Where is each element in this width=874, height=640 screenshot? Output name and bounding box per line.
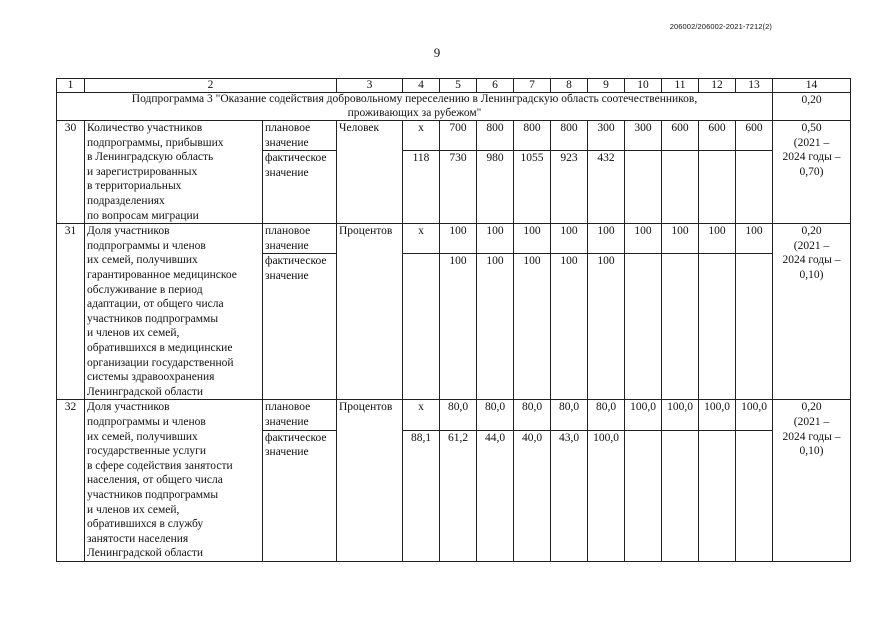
plan-value: х (403, 121, 440, 151)
fact-value: 43,0 (551, 430, 588, 561)
header-cell: 7 (514, 79, 551, 93)
fact-value (699, 254, 736, 400)
plan-value: х (403, 400, 440, 430)
plan-value: 80,0 (440, 400, 477, 430)
header-cell: 9 (588, 79, 625, 93)
table-row (57, 121, 851, 151)
fact-value: 100 (551, 254, 588, 400)
plan-value: 600 (662, 121, 699, 151)
header-cell: 2 (85, 79, 337, 93)
column-number-header-row (57, 79, 851, 93)
indicator-weight: 0,50 (2021 – 2024 годы – 0,70) (773, 121, 851, 224)
subprogram-weight: 0,20 (773, 93, 851, 121)
fact-value (736, 254, 773, 400)
plan-value: 100,0 (699, 400, 736, 430)
table-row (57, 224, 851, 254)
plan-value: 80,0 (588, 400, 625, 430)
plan-value: 100 (662, 224, 699, 254)
header-cell: 3 (337, 79, 403, 93)
indicator-weight: 0,20 (2021 – 2024 годы – 0,10) (773, 400, 851, 562)
subprogram-row (57, 93, 851, 121)
indicator-weight: 0,20 (2021 – 2024 годы – 0,10) (773, 224, 851, 400)
header-cell: 13 (736, 79, 773, 93)
plan-value: 100 (514, 224, 551, 254)
plan-value: 600 (699, 121, 736, 151)
fact-value: 100,0 (588, 430, 625, 561)
plan-value: 80,0 (477, 400, 514, 430)
plan-value: 100 (477, 224, 514, 254)
fact-value: 730 (440, 151, 477, 224)
plan-label: плановое значение (263, 224, 337, 254)
fact-value (662, 151, 699, 224)
table-row (57, 400, 851, 430)
plan-value: 800 (514, 121, 551, 151)
plan-value: 300 (625, 121, 662, 151)
fact-value (403, 254, 440, 400)
header-cell: 10 (625, 79, 662, 93)
plan-value: 800 (551, 121, 588, 151)
plan-value: 100 (551, 224, 588, 254)
plan-label: плановое значение (263, 400, 337, 430)
header-cell: 6 (477, 79, 514, 93)
fact-value: 100 (477, 254, 514, 400)
plan-value: 800 (477, 121, 514, 151)
header-cell: 14 (773, 79, 851, 93)
fact-value: 100 (440, 254, 477, 400)
unit: Процентов (337, 224, 403, 400)
plan-value: 100 (440, 224, 477, 254)
fact-value (736, 151, 773, 224)
fact-label: фактическое значение (263, 254, 337, 400)
header-cell: 8 (551, 79, 588, 93)
indicators-table (56, 78, 851, 562)
header-cell: 4 (403, 79, 440, 93)
fact-value (625, 430, 662, 561)
plan-value: 100 (625, 224, 662, 254)
fact-value (662, 430, 699, 561)
fact-value: 1055 (514, 151, 551, 224)
plan-value: 100,0 (662, 400, 699, 430)
plan-value: х (403, 224, 440, 254)
fact-value (625, 254, 662, 400)
document-registration-number: 206002/206002-2021-7212(2) (669, 22, 772, 31)
fact-value: 44,0 (477, 430, 514, 561)
fact-value (736, 430, 773, 561)
fact-value: 88,1 (403, 430, 440, 561)
header-cell: 1 (57, 79, 85, 93)
fact-value (699, 151, 736, 224)
plan-value: 100 (699, 224, 736, 254)
plan-value: 100,0 (736, 400, 773, 430)
plan-value: 100,0 (625, 400, 662, 430)
plan-value: 300 (588, 121, 625, 151)
page-number: 9 (433, 45, 441, 60)
fact-label: фактическое значение (263, 151, 337, 224)
plan-value: 80,0 (514, 400, 551, 430)
fact-value: 61,2 (440, 430, 477, 561)
fact-value: 980 (477, 151, 514, 224)
fact-value (662, 254, 699, 400)
unit: Процентов (337, 400, 403, 562)
fact-value: 40,0 (514, 430, 551, 561)
plan-value: 100 (588, 224, 625, 254)
header-cell: 11 (662, 79, 699, 93)
fact-value: 432 (588, 151, 625, 224)
fact-value: 923 (551, 151, 588, 224)
unit: Человек (337, 121, 403, 224)
fact-value: 100 (588, 254, 625, 400)
row-number: 30 (57, 121, 85, 224)
indicator-name: Количество участников подпрограммы, прибывших в Ленинградскую область и зарегистрированных в территориальных подразделениях по вопросам миграции (85, 121, 263, 224)
fact-value: 100 (514, 254, 551, 400)
indicator-name: Доля участников подпрограммы и членов их семей, получивших гарантированное медицинское обслуживание в период адаптации, от общего числа участников подпрограммы и членов их семей, обратившихся в медицинские организации государственной системы здравоохранения Ленинградской области (85, 224, 263, 400)
header-cell: 12 (699, 79, 736, 93)
indicator-name: Доля участников подпрограммы и членов их семей, получивших государственные услуги в сфере содействия занятости населения, от общего числа участников подпрограммы и членов их семей, обратившихся в службу занятости населения Ленинградской области (85, 400, 263, 562)
plan-label: плановое значение (263, 121, 337, 151)
subprogram-title: Подпрограмма 3 "Оказание содействия добровольному переселению в Ленинградскую область соотечественников, проживающих за рубежом" (57, 93, 773, 121)
fact-value: 118 (403, 151, 440, 224)
plan-value: 700 (440, 121, 477, 151)
row-number: 32 (57, 400, 85, 562)
plan-value: 600 (736, 121, 773, 151)
plan-value: 100 (736, 224, 773, 254)
fact-label: фактическое значение (263, 430, 337, 561)
fact-value (625, 151, 662, 224)
row-number: 31 (57, 224, 85, 400)
header-cell: 5 (440, 79, 477, 93)
plan-value: 80,0 (551, 400, 588, 430)
fact-value (699, 430, 736, 561)
